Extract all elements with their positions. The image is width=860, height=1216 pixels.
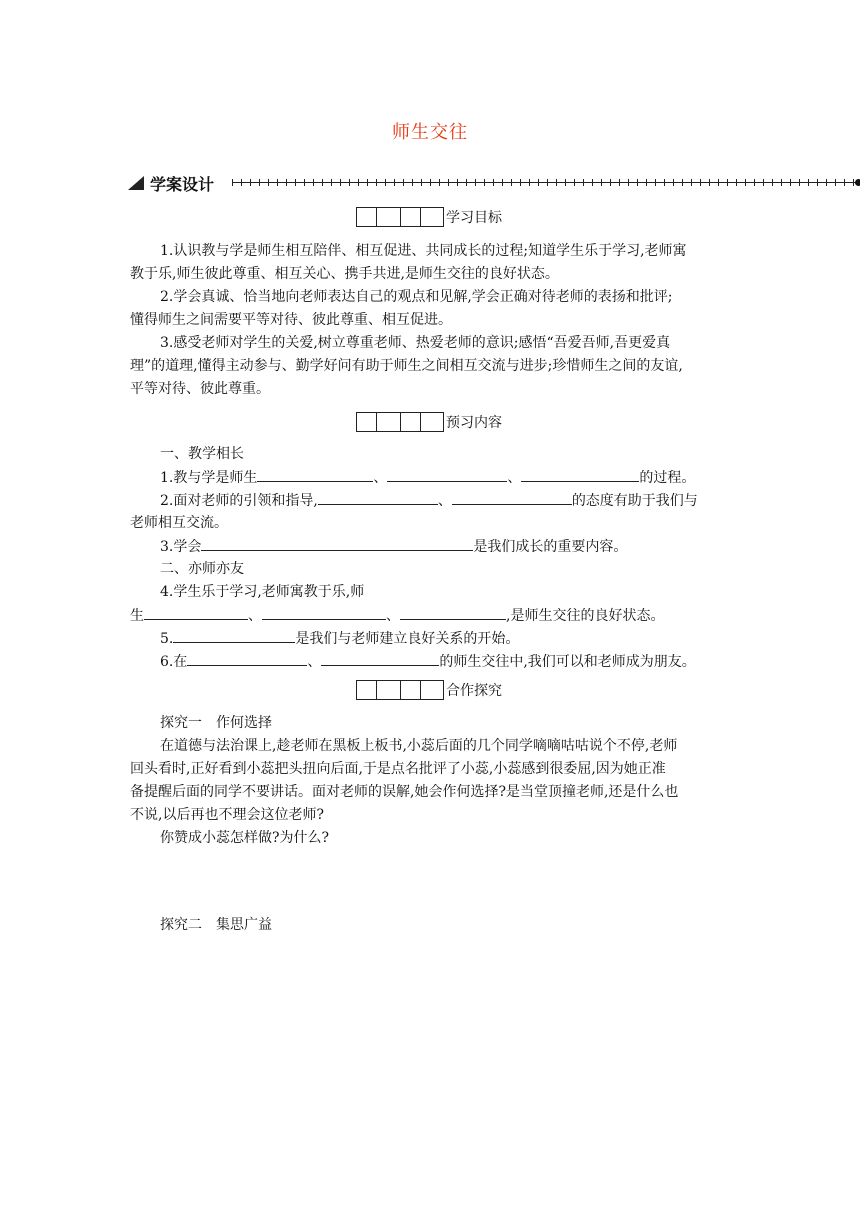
fill-blank[interactable] (321, 650, 439, 666)
goal-2-line-2: 懂得师生之间需要平等对待、彼此尊重、相互促进。 (130, 312, 452, 328)
explore-1-story-line-4: 不说,以后再也不理会这位老师? (130, 807, 324, 823)
explore-1-story-line-2: 回头看时,正好看到小蕊把头扭向后面,于是点名批评了小蕊,小蕊感到很委屈,因为她正准 (130, 761, 666, 777)
q1-sep: 、 (373, 470, 388, 486)
banner-label: 学案设计 (150, 175, 215, 194)
goal-1-line-2: 教于乐,师生彼此尊重、相互关心、携手共进,是师生交往的良好状态。 (130, 266, 559, 282)
section-header-preview (356, 410, 502, 432)
section-label: 学习目标 (446, 210, 502, 226)
q1-end: 的过程。 (639, 470, 696, 486)
banner-triangle-icon (128, 176, 144, 190)
q5-text: 5. (160, 631, 174, 647)
preview-q4-line-2 (130, 604, 730, 627)
fill-blank[interactable] (521, 466, 639, 482)
fill-blank[interactable] (452, 489, 572, 505)
box-decoration-icon (356, 680, 444, 700)
goal-1-line-1: 1.认识教与学是师生相互陪伴、相互促进、共同成长的过程;知道学生乐于学习,老师寓 (160, 243, 687, 259)
preview-q5 (160, 627, 760, 650)
fill-blank[interactable] (387, 466, 507, 482)
banner-ticks (232, 179, 856, 186)
fill-blank[interactable] (144, 604, 248, 620)
goal-2-line-1: 2.学会真诚、恰当地向老师表达自己的观点和见解,学会正确对待老师的表扬和批评; (160, 289, 673, 305)
page-title: 师生交往 (392, 122, 468, 143)
q5-end: 是我们与老师建立良好关系的开始。 (295, 631, 520, 647)
preview-heading-1: 一、教学相长 (160, 446, 244, 462)
banner-dot-icon (855, 179, 860, 186)
q1-text: 1.教与学是师生 (160, 470, 258, 486)
q3-end: 是我们成长的重要内容。 (473, 539, 628, 555)
fill-blank[interactable] (201, 535, 473, 551)
preview-q3 (160, 535, 760, 558)
q1-sep: 、 (507, 470, 522, 486)
q4-sep: 、 (248, 608, 262, 624)
explore-1-question: 你赞成小蕊怎样做?为什么? (160, 830, 330, 846)
goal-3-line-2: 理”的道理,懂得主动参与、勤学好问有助于师生之间相互交流与进步;珍惜师生之间的友谊, (130, 358, 683, 374)
preview-q2-line-2: 老师相互交流。 (130, 515, 228, 531)
preview-q6 (160, 650, 760, 673)
q6-text: 6.在 (160, 654, 188, 670)
fill-blank[interactable] (400, 604, 506, 620)
preview-q4-line-1: 4.学生乐于学习,老师寓教于乐,师 (160, 584, 365, 600)
section-header-goals (356, 205, 502, 227)
fill-blank[interactable] (173, 627, 295, 643)
explore-2-title: 探究二 集思广益 (160, 917, 272, 933)
section-banner (128, 172, 860, 194)
preview-q1 (160, 466, 760, 489)
explore-1-story-line-3: 备提醒后面的同学不要讲话。面对老师的误解,她会作何选择?是当堂顶撞老师,还是什么也 (130, 784, 679, 800)
box-decoration-icon (356, 412, 444, 432)
fill-blank[interactable] (187, 650, 307, 666)
section-label: 合作探究 (446, 683, 502, 699)
q2-text: 2.面对老师的引领和指导, (160, 493, 318, 509)
fill-blank[interactable] (257, 466, 373, 482)
q4-end: ,是师生交往的良好状态。 (506, 608, 665, 624)
goal-3-line-1: 3.感受老师对学生的关爱,树立尊重老师、热爱老师的意识;感悟“吾爱吾师,吾更爱真 (160, 335, 671, 351)
section-header-explore (356, 678, 502, 700)
preview-heading-2: 二、亦师亦友 (160, 561, 244, 577)
q2-end: 的态度有助于我们与 (571, 493, 698, 509)
explore-1-story-line-1: 在道德与法治课上,趁老师在黑板上板书,小蕊后面的几个同学嘀嘀咕咕说个不停,老师 (160, 738, 678, 754)
q3-text: 3.学会 (160, 539, 202, 555)
box-decoration-icon (356, 207, 444, 227)
goal-3-line-3: 平等对待、彼此尊重。 (130, 381, 270, 397)
fill-blank[interactable] (318, 489, 438, 505)
preview-q2 (160, 489, 760, 512)
section-label: 预习内容 (446, 415, 502, 431)
q6-sep: 、 (307, 654, 322, 670)
q2-sep: 、 (437, 493, 452, 509)
fill-blank[interactable] (262, 604, 386, 620)
explore-1-title: 探究一 作何选择 (160, 715, 272, 731)
q6-end: 的师生交往中,我们可以和老师成为朋友。 (439, 654, 696, 670)
q4-sep: 、 (386, 608, 400, 624)
q4-text: 生 (130, 608, 144, 624)
